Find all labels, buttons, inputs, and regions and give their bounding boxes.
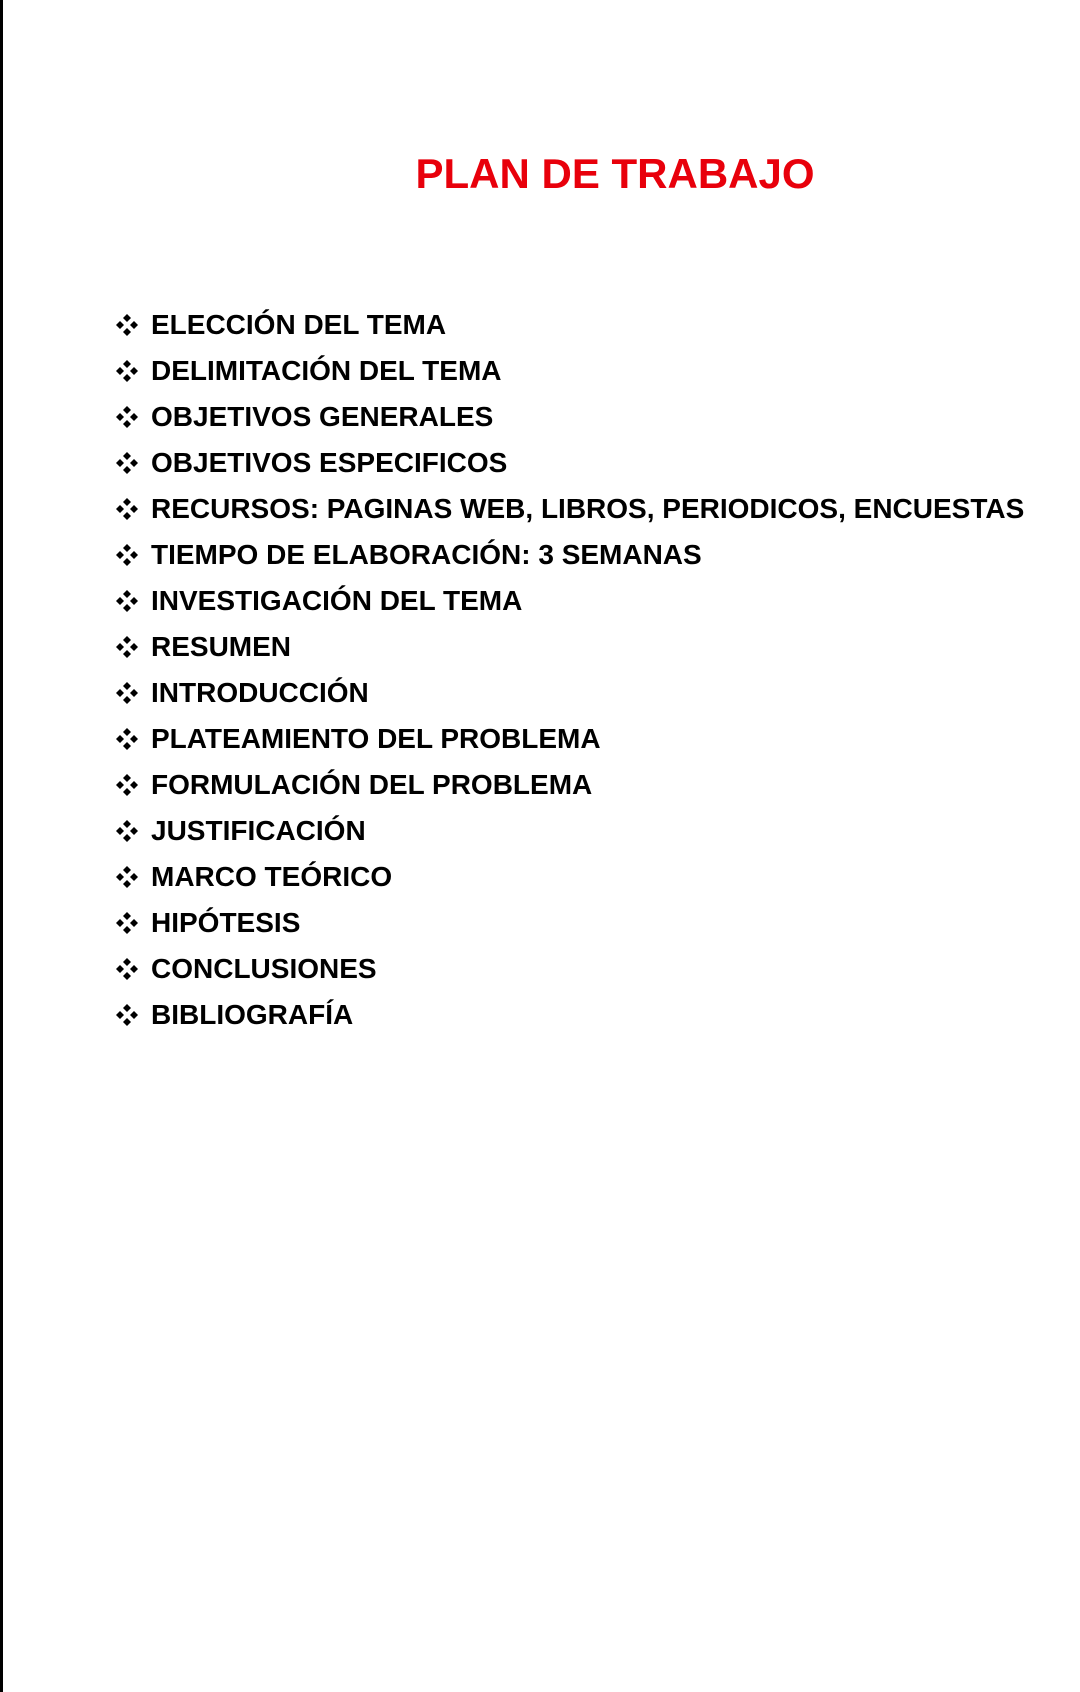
list-item	[115, 808, 1024, 854]
list-item-text: CONCLUSIONES	[151, 953, 377, 984]
plan-list	[115, 302, 1024, 1038]
list-item-text: TIEMPO DE ELABORACIÓN: 3 SEMANAS	[151, 539, 702, 570]
list-item-text: RECURSOS: PAGINAS WEB, LIBROS, PERIODICOS, ENCUESTAS	[151, 493, 1025, 524]
four-diamond-bullet-icon	[115, 727, 139, 751]
list-item	[115, 532, 1024, 578]
four-diamond-bullet-icon	[115, 681, 139, 705]
four-diamond-bullet-icon	[115, 543, 139, 567]
four-diamond-bullet-icon	[115, 819, 139, 843]
list-item	[115, 578, 1024, 624]
list-item	[115, 854, 1024, 900]
four-diamond-bullet-icon	[115, 773, 139, 797]
list-item	[115, 946, 1024, 992]
list-item	[115, 394, 1024, 440]
list-item	[115, 302, 1024, 348]
list-item	[115, 624, 1024, 670]
list-item	[115, 900, 1024, 946]
list-item	[115, 440, 1024, 486]
four-diamond-bullet-icon	[115, 359, 139, 383]
list-item-text: DELIMITACIÓN DEL TEMA	[151, 355, 502, 386]
four-diamond-bullet-icon	[115, 635, 139, 659]
list-item-text: HIPÓTESIS	[151, 907, 301, 938]
list-item	[115, 992, 1024, 1038]
four-diamond-bullet-icon	[115, 497, 139, 521]
list-item-text: JUSTIFICACIÓN	[151, 815, 366, 846]
four-diamond-bullet-icon	[115, 957, 139, 981]
four-diamond-bullet-icon	[115, 589, 139, 613]
list-item-text: ELECCIÓN DEL TEMA	[151, 309, 447, 340]
list-item-text: INVESTIGACIÓN DEL TEMA	[151, 585, 523, 616]
four-diamond-bullet-icon	[115, 451, 139, 475]
four-diamond-bullet-icon	[115, 405, 139, 429]
page-left-border	[0, 0, 3, 1692]
list-item-text: RESUMEN	[151, 631, 292, 662]
four-diamond-bullet-icon	[115, 911, 139, 935]
list-item	[115, 486, 1024, 532]
four-diamond-bullet-icon	[115, 865, 139, 889]
list-item	[115, 348, 1024, 394]
four-diamond-bullet-icon	[115, 313, 139, 337]
list-item-text: BIBLIOGRAFÍA	[151, 999, 354, 1030]
list-item	[115, 762, 1024, 808]
list-item-text: OBJETIVOS GENERALES	[151, 401, 494, 432]
list-item-text: INTRODUCCIÓN	[151, 677, 369, 708]
list-item-text: FORMULACIÓN DEL PROBLEMA	[151, 769, 593, 800]
four-diamond-bullet-icon	[115, 1003, 139, 1027]
page-title: PLAN DE TRABAJO	[415, 150, 815, 197]
list-item-text: MARCO TEÓRICO	[151, 861, 393, 892]
list-item	[115, 670, 1024, 716]
list-item	[115, 716, 1024, 762]
list-item-text: OBJETIVOS ESPECIFICOS	[151, 447, 508, 478]
list-item-text: PLATEAMIENTO DEL PROBLEMA	[151, 723, 601, 754]
